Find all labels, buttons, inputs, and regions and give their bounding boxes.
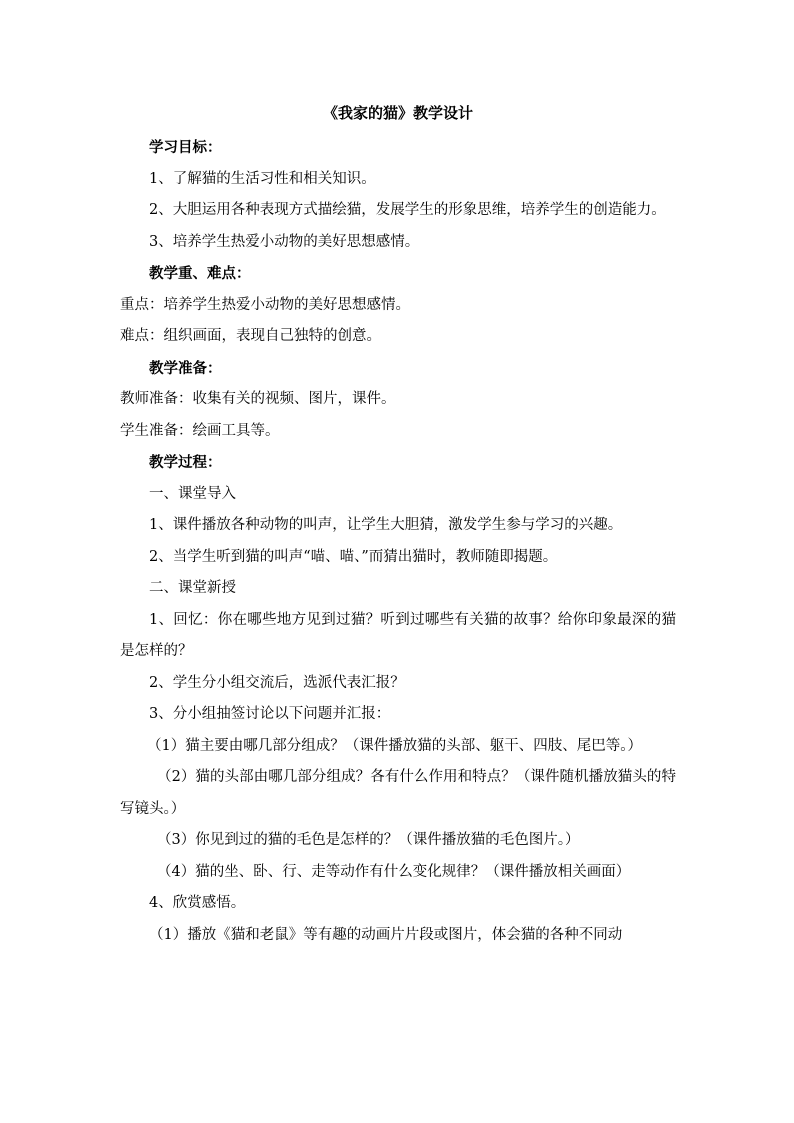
- objective-item-2: 2、大胆运用各种表现方式描绘猫，发展学生的形象思维，培养学生的创造能力。: [149, 202, 666, 218]
- discussion-question-2: （2）猫的头部由哪几部分组成？各有什么作用和特点？（课件随机播放猫头的特写镜头。）: [120, 769, 676, 817]
- preparation-teacher: 教师准备：收集有关的视频、图片，课件。: [120, 391, 396, 407]
- key-point-focus: 重点：培养学生热爱小动物的美好思想感情。: [120, 296, 410, 313]
- discussion-question-1: （1）猫主要由哪几部分组成？（课件播放猫的头部、躯干、四肢、尾巴等。）: [147, 737, 642, 754]
- section-heading-objectives: 学习目标：: [149, 139, 222, 156]
- discussion-question-4: （4）猫的坐、卧、行、走等动作有什么变化规律？（课件播放相关画面）: [157, 863, 631, 880]
- process-item-1-2: 2、当学生听到猫的叫声“喵、喵、”而猜出猫时，教师随即揭题。: [149, 548, 558, 565]
- objective-item-1: 1、了解猫的生活习性和相关知识。: [149, 170, 376, 187]
- process-part-1-heading: 一、课堂导入: [149, 485, 236, 502]
- section-heading-process: 教学过程：: [149, 454, 222, 471]
- process-item-1-1: 1、课件播放各种动物的叫声，让学生大胆猜，激发学生参与学习的兴趣。: [149, 517, 623, 533]
- appreciation-item-1: （1）播放《猫和老鼠》等有趣的动画片片段或图片，体会猫的各种不同动: [149, 926, 623, 943]
- process-item-2-1: 1、回忆：你在哪些地方见到过猫？听到过哪些有关猫的故事？给你印象最深的猫是怎样的？: [120, 611, 676, 659]
- process-item-2-3: 3、分小组抽签讨论以下问题并汇报：: [149, 706, 391, 722]
- section-heading-preparation: 教学准备：: [149, 359, 222, 377]
- preparation-student: 学生准备：绘画工具等。: [120, 422, 280, 439]
- process-item-2-2: 2、学生分小组交流后，选派代表汇报？: [149, 674, 405, 691]
- document-title: 《我家的猫》教学设计: [322, 104, 473, 122]
- section-heading-key-points: 教学重、难点：: [149, 265, 251, 282]
- document-body: [120, 101, 676, 951]
- discussion-question-3: （3）你见到过的猫的毛色是怎样的？（课件播放猫的毛色图片。）: [157, 832, 580, 848]
- key-point-difficulty: 难点：组织画面，表现自己独特的创意。: [120, 328, 381, 344]
- process-item-2-4: 4、欣赏感悟。: [149, 895, 246, 911]
- objective-item-3: 3、培养学生热爱小动物的美好思想感情。: [149, 233, 420, 250]
- process-part-2-heading: 二、课堂新授: [149, 580, 236, 596]
